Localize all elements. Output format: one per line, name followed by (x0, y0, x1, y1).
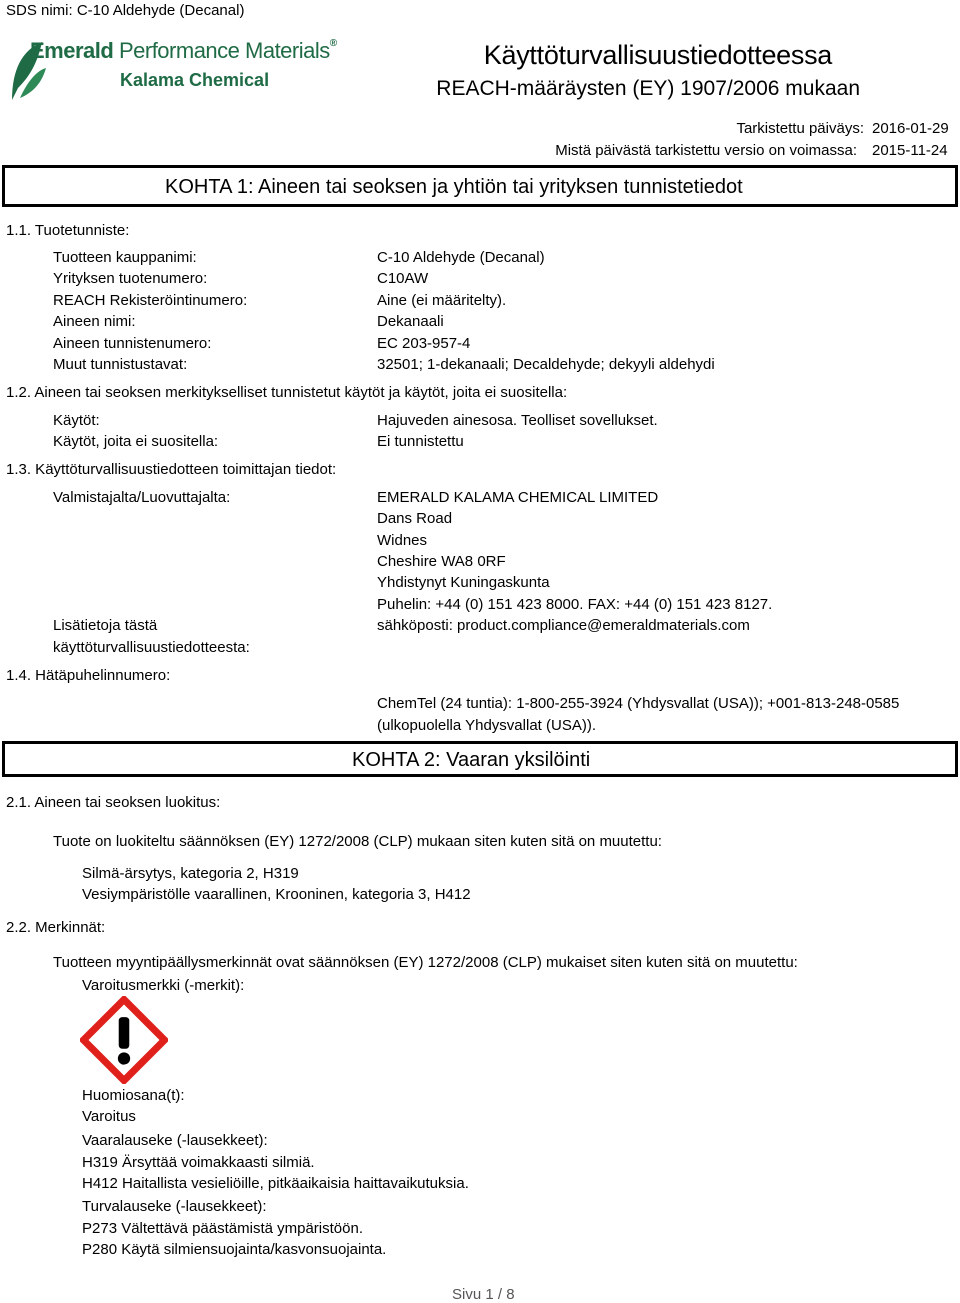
hazard-label: Vaaralauseke (-lausekkeet): (82, 1132, 268, 1149)
label-trade-name: Tuotteen kauppanimi: (53, 249, 197, 266)
contact-email[interactable]: sähköposti: product.compliance@emeraldmaterials.com (377, 617, 750, 634)
hazard-statement: H412 Haitallista vesieliöille, pitkäaikaisia haittavaikutuksia. (82, 1175, 469, 1192)
label-more-info-2: käyttöturvallisuustiedotteesta: (53, 639, 250, 656)
label-intro: Tuotteen myyntipäällysmerkinnät ovat säännöksen (EY) 1272/2008 (CLP) mukaiset siten kuten sitä on muutettu: (53, 954, 798, 971)
supersedes-date: 2015-11-24 (872, 142, 948, 159)
section1-header (2, 165, 958, 207)
address-line: Widnes (377, 532, 428, 549)
s21-heading: 2.1. Aineen tai seoksen luokitus: (6, 794, 221, 811)
clp-intro: Tuote on luokiteltu säännöksen (EY) 1272/2008 (CLP) mukaan siten kuten sitä on muutettu: (53, 833, 662, 850)
sds-name: SDS nimi: C-10 Aldehyde (Decanal) (6, 2, 245, 19)
label-substance-id: Aineen tunnistenumero: (53, 335, 212, 352)
value-substance-name: Dekanaali (377, 313, 444, 330)
page-number: Sivu 1 / 8 (452, 1286, 515, 1303)
precaution-statement: P273 Vältettävä päästämistä ympäristöön. (82, 1220, 363, 1237)
section2-title: KOHTA 2: Vaaran yksilöinti (352, 749, 591, 771)
value-uses: Hajuveden ainesosa. Teolliset sovellukset. (377, 412, 658, 429)
label-other-ids: Muut tunnistustavat: (53, 356, 188, 373)
label-product-number: Yrityksen tuotenumero: (53, 270, 208, 287)
classification-item: Silmä-ärsytys, kategoria 2, H319 (82, 865, 299, 882)
label-more-info-1: Lisätietoja tästä (53, 617, 158, 634)
logo-emerald: Emerald (30, 38, 114, 63)
label-uses: Käytöt: (53, 412, 100, 429)
value-substance-id: EC 203-957-4 (377, 335, 471, 352)
pictogram-label: Varoitusmerkki (-merkit): (82, 977, 245, 994)
s13-heading: 1.3. Käyttöturvallisuustiedotteen toimittajan tiedot: (6, 461, 337, 478)
value-product-number: C10AW (377, 270, 429, 287)
label-manufacturer: Valmistajalta/Luovuttajalta: (53, 489, 231, 506)
value-trade-name: C-10 Aldehyde (Decanal) (377, 249, 545, 266)
section2-header (2, 741, 958, 777)
company-logo (8, 38, 338, 108)
supersedes-label: Mistä päivästä tarkistettu versio on voimassa: (555, 142, 857, 159)
signal-word-label: Huomiosana(t): (82, 1087, 185, 1104)
precaution-label: Turvalauseke (-lausekkeet): (82, 1198, 267, 1215)
classification-item: Vesiympäristölle vaarallinen, Krooninen, kategoria 3, H412 (82, 886, 471, 903)
address-line: Dans Road (377, 510, 453, 527)
precaution-statement: P280 Käytä silmiensuojainta/kasvonsuojainta. (82, 1241, 387, 1258)
emergency-line-2: (ulkopuolella Yhdysvallat (USA)). (377, 717, 596, 734)
address-line: Yhdistynyt Kuningaskunta (377, 574, 550, 591)
label-substance-name: Aineen nimi: (53, 313, 136, 330)
ghs-exclamation-icon (80, 996, 168, 1084)
value-reach-number: Aine (ei määritelty). (377, 292, 507, 309)
address-line: EMERALD KALAMA CHEMICAL LIMITED (377, 489, 659, 506)
doc-title: Käyttöturvallisuustiedotteessa (483, 40, 832, 70)
value-other-ids: 32501; 1-dekanaali; Decaldehyde; dekyyli aldehydi (377, 356, 715, 373)
address-line: Cheshire WA8 0RF (377, 553, 506, 570)
signal-word-value: Varoitus (82, 1108, 136, 1125)
doc-subtitle: REACH-määräysten (EY) 1907/2006 mukaan (436, 77, 860, 100)
logo-kalama: Kalama Chemical (120, 70, 270, 90)
value-uses-not-recommended: Ei tunnistettu (377, 433, 464, 450)
revised-date: 2016-01-29 (872, 120, 949, 137)
label-reach-number: REACH Rekisteröintinumero: (53, 292, 248, 309)
logo-registered: ® (329, 38, 337, 49)
s11-heading: 1.1. Tuotetunniste: (6, 222, 130, 239)
s12-heading: 1.2. Aineen tai seoksen merkitykselliset tunnistetut käytöt ja käytöt, joita ei suositella: (6, 384, 568, 401)
revised-label: Tarkistettu päiväys: (736, 120, 864, 137)
emergency-line-1: ChemTel (24 tuntia): 1-800-255-3924 (Yhdysvallat (USA)); +001-813-248-0585 (377, 695, 900, 712)
s14-heading: 1.4. Hätäpuhelinnumero: (6, 667, 171, 684)
hazard-statement: H319 Ärsyttää voimakkaasti silmiä. (82, 1154, 315, 1171)
s22-heading: 2.2. Merkinnät: (6, 919, 106, 936)
logo-performance: Performance Materials (118, 38, 330, 63)
label-uses-not-recommended: Käytöt, joita ei suositella: (53, 433, 219, 450)
section1-title: KOHTA 1: Aineen tai seoksen ja yhtiön tai yrityksen tunnistetiedot (165, 176, 743, 198)
phone-fax: Puhelin: +44 (0) 151 423 8000. FAX: +44 (0) 151 423 8127. (377, 596, 773, 613)
